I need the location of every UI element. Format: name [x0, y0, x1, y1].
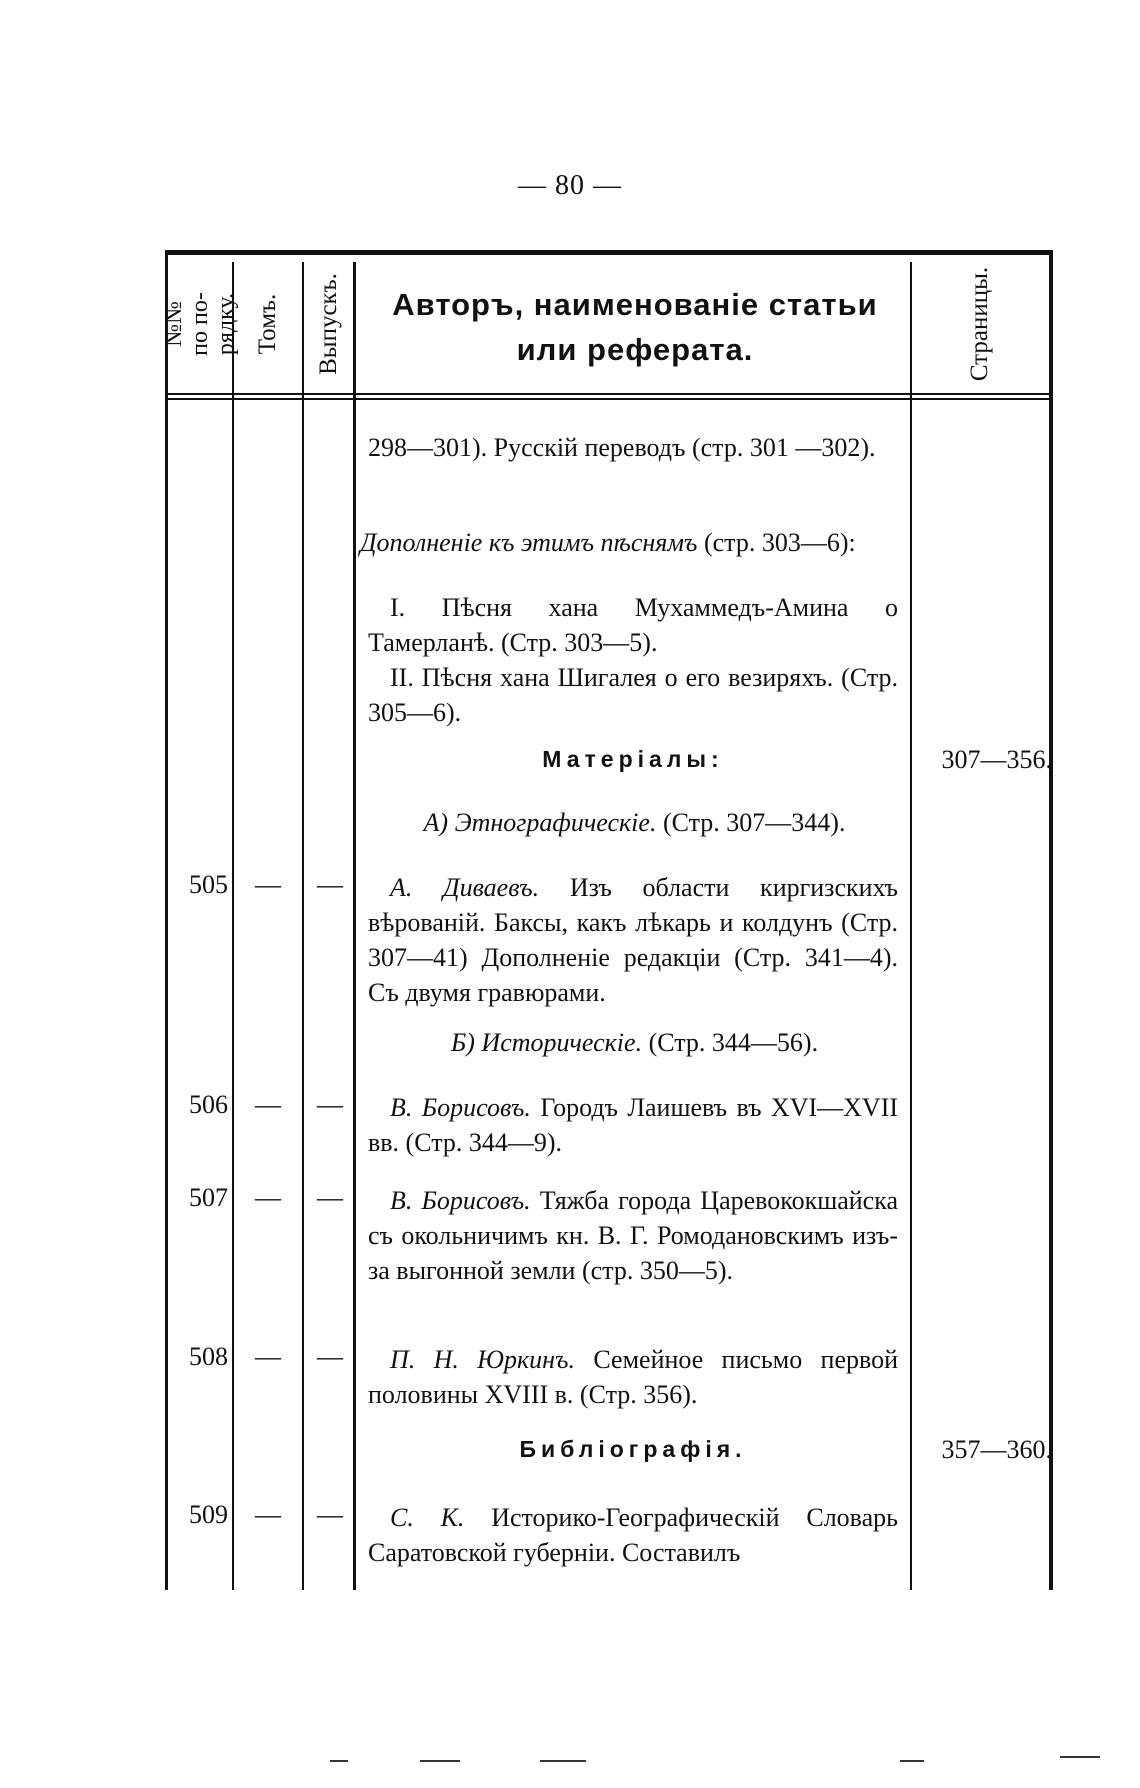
- scan-mark: [540, 1760, 586, 1762]
- entry-508-body: Семейное письмо первой половины XVIII в. (Стр. 356).: [368, 1345, 899, 1409]
- entry-505-author: А. Диваевъ.: [390, 873, 540, 902]
- entry-506-volume: —: [255, 1090, 281, 1119]
- entry-509-body: Историко-Географическій Словарь Саратовской губерніи. Составилъ: [368, 1503, 898, 1567]
- divider-number: [232, 262, 234, 1590]
- header-issue: Выпускъ.: [314, 273, 342, 375]
- entry-508-volume: —: [255, 1342, 281, 1371]
- entry-507-body: Тяжба города Царевококшайска съ окольничимъ кн. В. Г. Ромодановскимъ изъ-за выгонной земли (стр. 350—5).: [368, 1186, 898, 1285]
- entry-509-author: С. К.: [390, 1503, 465, 1532]
- song-2: II. Пѣсня хана Шигалея о его везиряхъ. (Стр. 305—6).: [368, 663, 898, 727]
- subsection-a-pages: (Стр. 307—344).: [662, 808, 846, 837]
- entry-509-number: 509: [189, 1500, 228, 1529]
- header-pages: Страницы.: [966, 266, 994, 382]
- scan-mark: [330, 1760, 348, 1762]
- section-bibliography-pages: 357—360.: [941, 1435, 1052, 1464]
- entry-507-issue: —: [317, 1183, 343, 1212]
- supplement-label: Дополненіе къ этимъ пѣснямъ: [360, 528, 698, 557]
- supplement-pages: (стр. 303—6):: [703, 528, 856, 557]
- continuation-text: 298—301). Русскій переводъ (стр. 301 —302).: [368, 433, 876, 462]
- divider-issue: [353, 262, 356, 1590]
- entry-509-volume: —: [255, 1500, 281, 1529]
- entry-509-text: [368, 1500, 898, 1570]
- table-right-border: [1049, 250, 1053, 1590]
- entry-508-author: П. Н. Юркинъ.: [390, 1345, 576, 1374]
- entry-509-issue: —: [317, 1500, 343, 1529]
- entry-505-issue: —: [317, 870, 343, 899]
- header-volume: Томъ.: [253, 293, 281, 355]
- header-number: №№ по по-рядку.: [161, 292, 239, 356]
- entry-506-text: [368, 1090, 898, 1160]
- entry-507-number: 507: [189, 1183, 228, 1212]
- entry-508-text: [368, 1342, 898, 1412]
- song-1: I. Пѣсня хана Мухаммедъ-Амина о Тамерланѣ. (Стр. 303—5).: [368, 593, 898, 657]
- section-bibliography-title: Библіографія.: [519, 1436, 747, 1462]
- entry-506-issue: —: [317, 1090, 343, 1119]
- entry-507-volume: —: [255, 1183, 281, 1212]
- divider-pages: [910, 262, 912, 1590]
- header-title: Авторъ, наименованіе статьи или реферата.: [392, 287, 878, 367]
- entry-507-text: [368, 1183, 898, 1288]
- header-rule: [165, 393, 1053, 395]
- entry-506-author: В. Борисовъ.: [390, 1093, 531, 1122]
- entry-505-number: 505: [189, 870, 228, 899]
- entry-508-number: 508: [189, 1342, 228, 1371]
- table-left-border: [165, 250, 168, 1590]
- entry-505-text: [368, 870, 898, 1010]
- page-number: — 80 —: [518, 170, 622, 201]
- scan-mark: [420, 1760, 460, 1762]
- subsection-b-pages: (Стр. 344—56).: [648, 1028, 819, 1057]
- entry-505-body: Изъ области киргизскихъ вѣрованій. Баксы, какъ лѣкарь и колдунъ (Стр. 307—41) Дополненіе редакціи (Стр. 341—4). Съ двумя гравюрами.: [368, 873, 898, 1007]
- subsection-b: [372, 1025, 897, 1060]
- table-top-rule: [165, 250, 1053, 255]
- subsection-a-label: А) Этнографическіе.: [423, 808, 657, 837]
- entry-506-body: Городъ Лаишевъ въ XVI—XVII вв. (Стр. 344—9).: [368, 1093, 899, 1157]
- entry-506-number: 506: [189, 1090, 228, 1119]
- section-materials-pages: 307—356.: [941, 745, 1052, 774]
- supplement-line: [360, 525, 905, 560]
- divider-volume: [302, 262, 304, 1590]
- entry-508-issue: —: [317, 1342, 343, 1371]
- scan-mark: [1060, 1756, 1100, 1758]
- entry-507-author: В. Борисовъ.: [390, 1186, 531, 1215]
- subsection-b-label: Б) Историческіе.: [450, 1028, 643, 1057]
- entry-505-volume: —: [255, 870, 281, 899]
- subsection-a: [372, 805, 897, 840]
- section-materials-title: Матеріалы:: [542, 746, 724, 772]
- header-rule-2: [165, 398, 1053, 400]
- scan-mark: [900, 1760, 924, 1762]
